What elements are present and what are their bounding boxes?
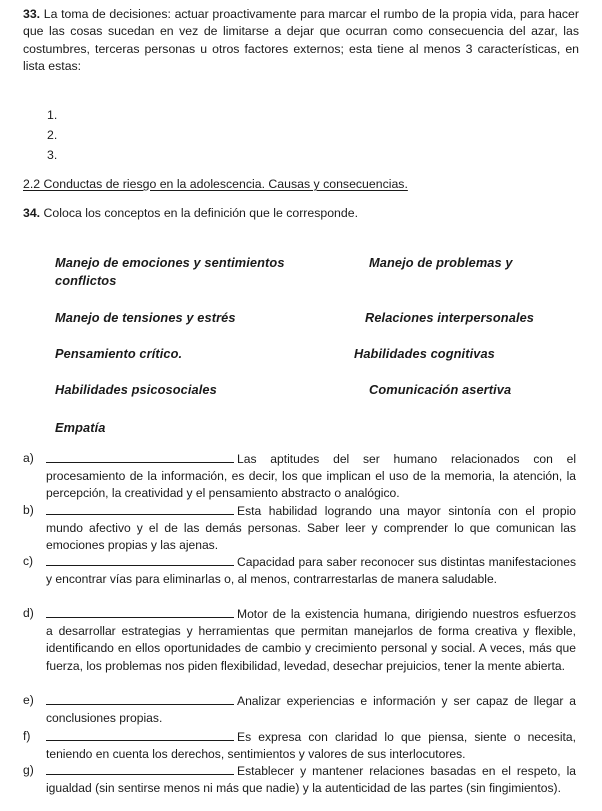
item-text: Analizar experiencias e información y ser capaz de llegar a conclusiones propias. [46,694,576,726]
concept-habilidades-psicosociales: Habilidades psicosociales [55,382,217,397]
answer-list-item: 3. [47,148,58,162]
item-text: Establecer y mantener relaciones basadas en el respeto, la igualdad (sin sentirse menos ni más que nadie) y la autenticidad de las partes (sin fingimientos). [46,764,576,796]
answer-list-item: 1. [47,108,58,122]
question-33 [23,6,579,76]
answer-blank[interactable] [46,605,234,618]
answer-blank[interactable] [46,553,234,566]
answer-blank[interactable] [46,728,234,741]
question-34-number: 34. [23,206,41,220]
question-33-number: 33. [23,7,41,21]
answer-blank[interactable] [46,450,234,463]
concept-conflictos: conflictos [55,273,117,288]
concept-manejo-tensiones: Manejo de tensiones y estrés [55,310,236,325]
question-33-text: La toma de decisiones: actuar proactivamente para marcar el rumbo de la propia vida, para hacer que las cosas sucedan en vez de limitarse a dejar que ocurran como consecuencia del azar, las costumbres, terceras personas u otros factores externos; esta tiene al menos 3 características, en lista estas: [23,7,579,74]
question-34-text: Coloca los conceptos en la definición que le corresponde. [43,206,358,220]
concept-relaciones-interpersonales: Relaciones interpersonales [365,310,535,325]
item-text: Es expresa con claridad lo que piensa, siente o necesita, teniendo en cuenta los derechos, sentimientos y valores de sus interlocutores. [46,730,576,762]
question-34 [23,206,358,220]
answer-blank[interactable] [46,692,234,705]
item-letter: e) [23,693,34,707]
concept-empatia: Empatía [55,420,106,435]
item-letter: d) [23,606,34,620]
concept-manejo-problemas: Manejo de problemas y [369,255,513,270]
answer-blank[interactable] [46,762,234,775]
concept-manejo-emociones: Manejo de emociones y sentimientos [55,255,285,270]
concept-pensamiento-critico: Pensamiento crítico. [55,346,183,361]
item-letter: c) [23,554,34,568]
item-letter: b) [23,503,34,517]
item-text: Las aptitudes del ser humano relacionados con el procesamiento de la información, es decir, los que implican el uso de la memoria, la atención, la percepción, la creatividad y el pensamiento abstracto o analógico. [46,452,576,501]
concept-habilidades-cognitivas: Habilidades cognitivas [354,346,495,361]
item-text: Esta habilidad logrando una mayor sintonía con el propio mundo afectivo y el de las demás personas. Saber leer y comprender lo que comunican las emociones propias y las ajenas. [46,504,576,553]
item-text: Capacidad para saber reconocer sus distintas manifestaciones y encontrar vías para eliminarlas o, al menos, contrarrestarlas de manera saludable. [46,555,576,587]
item-letter: a) [23,451,34,465]
answer-list-item: 2. [47,128,58,142]
concept-comunicacion-asertiva: Comunicación asertiva [369,382,512,397]
answer-list [47,105,57,165]
item-letter: f) [23,729,31,743]
answer-blank[interactable] [46,502,234,515]
item-text: Motor de la existencia humana, dirigiendo nuestros esfuerzos a desarrollar estrategias y herramientas que permitan manejarlos de forma creativa y flexible, identificando en ellos oportunidades de cambio y crecimiento personal y social. A veces, más que fuerza, los problemas nos piden flexibilidad, levedad, desechar prejuicios, tener la mente abierta. [46,607,576,673]
item-letter: g) [23,763,34,777]
section-heading: 2.2 Conductas de riesgo en la adolescencia. Causas y consecuencias. [23,177,408,191]
